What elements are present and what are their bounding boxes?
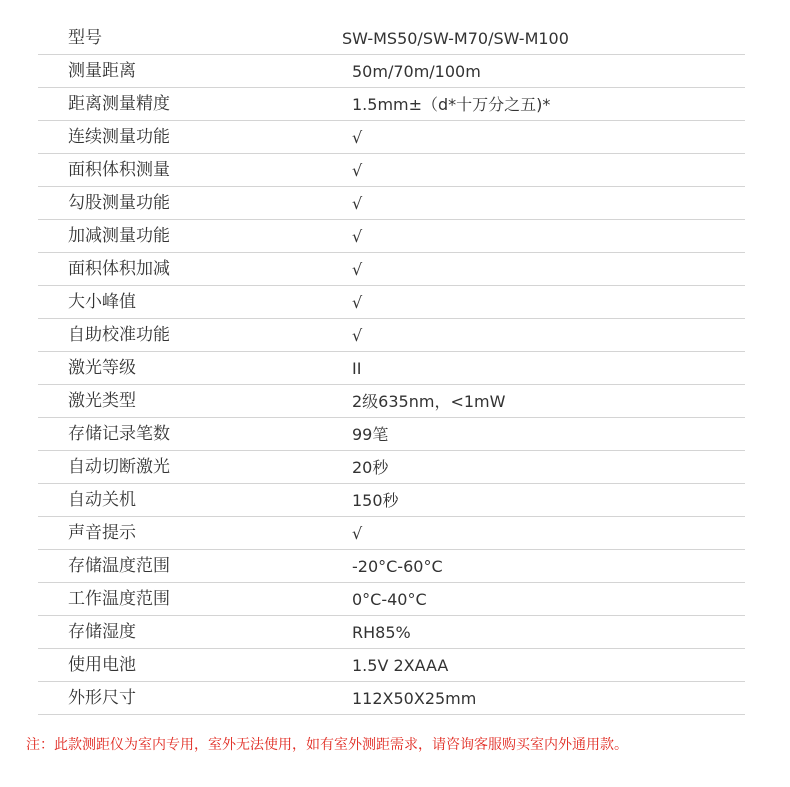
spec-value: 0°C-40°C bbox=[352, 590, 427, 609]
table-row bbox=[38, 517, 745, 550]
spec-value: 112X50X25mm bbox=[352, 689, 477, 708]
spec-label: 自动切断激光 bbox=[68, 457, 170, 477]
check-mark: √ bbox=[352, 161, 363, 180]
spec-label: 使用电池 bbox=[68, 655, 136, 675]
spec-label: 声音提示 bbox=[68, 523, 136, 543]
table-row bbox=[38, 88, 745, 121]
spec-value: II bbox=[352, 359, 362, 378]
table-row bbox=[38, 286, 745, 319]
spec-value: 1.5V 2XAAA bbox=[352, 656, 449, 675]
check-mark: √ bbox=[352, 194, 363, 213]
spec-label: 自动关机 bbox=[68, 490, 136, 510]
table-row bbox=[38, 418, 745, 451]
check-mark: √ bbox=[352, 128, 363, 147]
spec-table bbox=[38, 22, 745, 715]
check-mark: √ bbox=[352, 524, 363, 543]
spec-label: 存储湿度 bbox=[68, 622, 136, 642]
table-row bbox=[38, 484, 745, 517]
table-row bbox=[38, 385, 745, 418]
spec-label: 加减测量功能 bbox=[68, 226, 170, 246]
spec-value: 20秒 bbox=[352, 458, 389, 477]
spec-label: 自助校准功能 bbox=[68, 325, 170, 345]
spec-value: 50m/70m/100m bbox=[352, 62, 481, 81]
table-row bbox=[38, 583, 745, 616]
check-mark: √ bbox=[352, 227, 363, 246]
table-row bbox=[38, 154, 745, 187]
table-row bbox=[38, 121, 745, 154]
spec-label: 距离测量精度 bbox=[68, 94, 170, 114]
spec-label: 激光等级 bbox=[68, 358, 136, 378]
spec-value: 1.5mm±（d*十万分之五)* bbox=[352, 95, 551, 114]
spec-value: 150秒 bbox=[352, 491, 399, 510]
spec-label: 存储温度范围 bbox=[68, 556, 170, 576]
table-row bbox=[38, 682, 745, 715]
spec-label: 工作温度范围 bbox=[68, 589, 170, 609]
table-row bbox=[38, 649, 745, 682]
spec-label: 面积体积测量 bbox=[68, 160, 170, 180]
spec-label: 测量距离 bbox=[68, 61, 136, 81]
table-row bbox=[38, 187, 745, 220]
table-row bbox=[38, 253, 745, 286]
spec-label: 激光类型 bbox=[68, 391, 136, 411]
spec-label: 大小峰值 bbox=[68, 292, 136, 312]
spec-value: 99笔 bbox=[352, 425, 389, 444]
table-row bbox=[38, 550, 745, 583]
table-row bbox=[38, 616, 745, 649]
spec-value: -20°C-60°C bbox=[352, 557, 443, 576]
spec-label: 型号 bbox=[68, 28, 102, 48]
table-row bbox=[38, 55, 745, 88]
notice-text: 注：此款测距仪为室内专用，室外无法使用，如有室外测距需求，请咨询客服购买室内外通用款。 bbox=[26, 737, 628, 753]
check-mark: √ bbox=[352, 293, 363, 312]
spec-label: 连续测量功能 bbox=[68, 127, 170, 147]
spec-label: 外形尺寸 bbox=[68, 688, 136, 708]
table-row-model bbox=[38, 22, 745, 55]
table-row bbox=[38, 451, 745, 484]
spec-value: RH85% bbox=[352, 623, 411, 642]
table-row bbox=[38, 220, 745, 253]
spec-label: 存储记录笔数 bbox=[68, 424, 170, 444]
spec-label: 勾股测量功能 bbox=[68, 193, 170, 213]
spec-value: SW-MS50/SW-M70/SW-M100 bbox=[342, 29, 569, 48]
check-mark: √ bbox=[352, 260, 363, 279]
check-mark: √ bbox=[352, 326, 363, 345]
table-row bbox=[38, 319, 745, 352]
table-row bbox=[38, 352, 745, 385]
spec-label: 面积体积加减 bbox=[68, 259, 170, 279]
spec-value: 2级635nm，<1mW bbox=[352, 392, 506, 411]
